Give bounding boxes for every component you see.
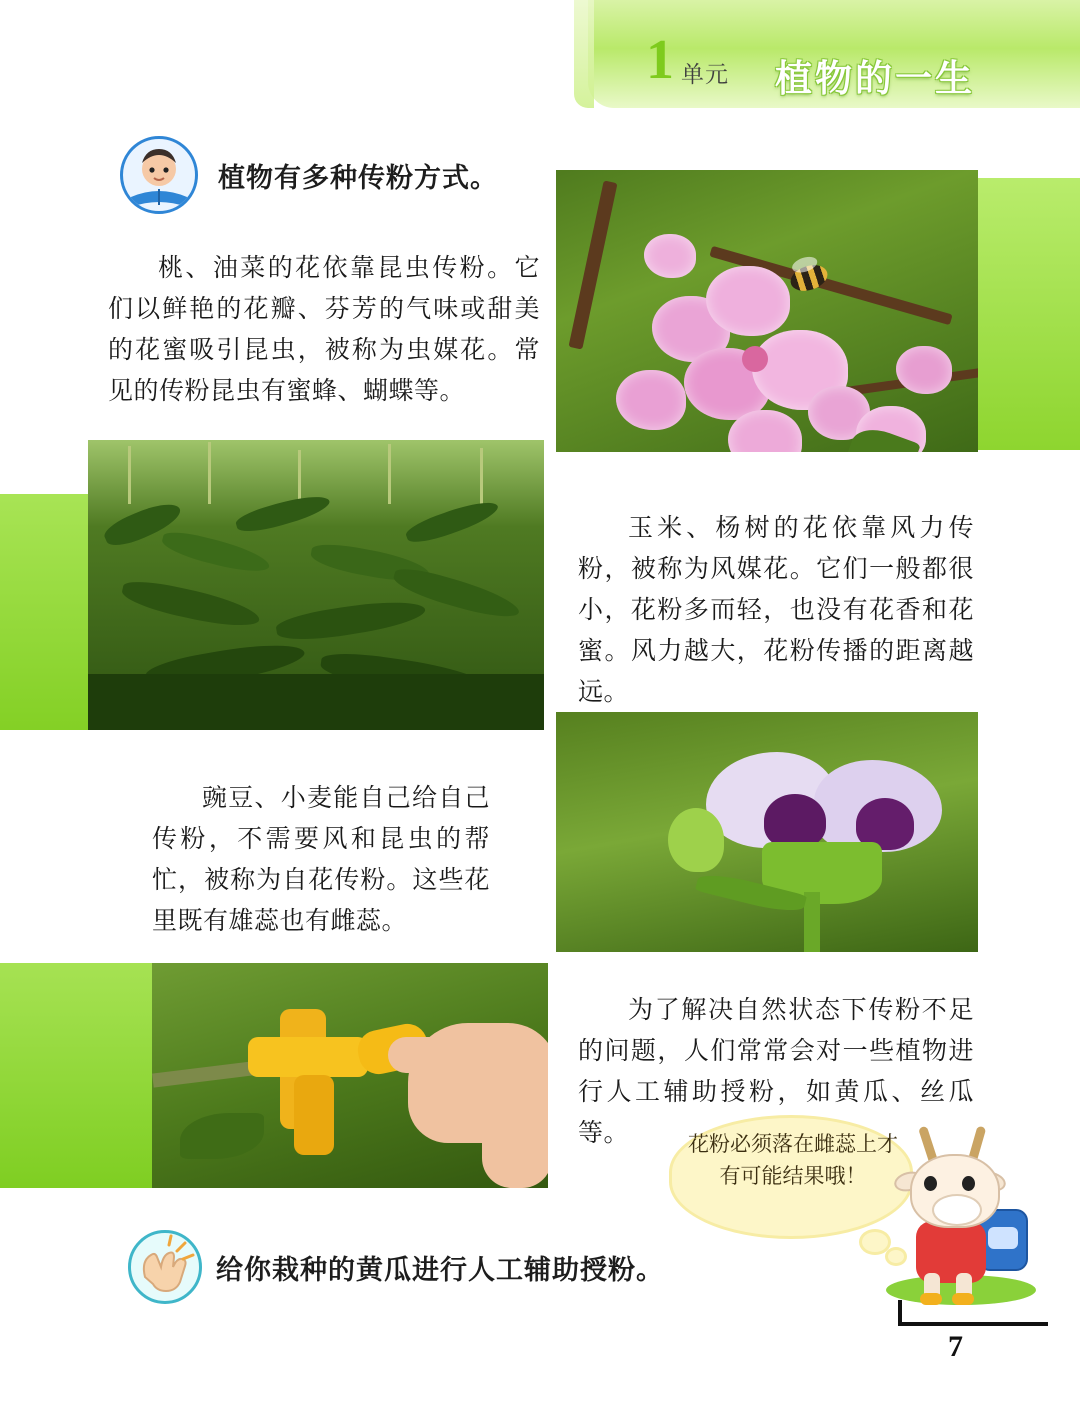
hand-pollinating-flower-photo	[152, 963, 548, 1188]
paragraph-self-pollination: 豌豆、小麦能自己给自己传粉，不需要风和昆虫的帮忙，被称为自花传粉。这些花里既有雄蕊也有雌蕊。	[152, 784, 490, 935]
unit-number: 1	[646, 29, 674, 91]
mascot-muzzle	[932, 1194, 982, 1226]
corn-field-photo	[88, 440, 544, 730]
mascot-shoe-right	[952, 1293, 974, 1305]
mascot-eye-left	[924, 1176, 937, 1191]
page-title: 植物的一生	[775, 58, 975, 99]
paragraph-artificial-pollination: 为了解决自然状态下传粉不足的问题，人们常常会对一些植物进行人工辅助授粉，如黄瓜、丝瓜等。	[578, 996, 974, 1147]
decor-block-right	[970, 178, 1080, 450]
paragraph-wind-pollination: 玉米、杨树的花依靠风力传粉，被称为风媒花。它们一般都很小，花粉多而轻，也没有花香和花蜜。风力越大，花粉传播的距离越远。	[578, 514, 974, 706]
activity-statement: 给你栽种的黄瓜进行人工辅助授粉。	[216, 1255, 664, 1285]
mascot-shoe-left	[920, 1293, 942, 1305]
goat-mascot	[880, 1120, 1045, 1305]
page-rule	[898, 1322, 1048, 1326]
mascot-eye-right	[962, 1176, 975, 1191]
pea-flower-photo	[556, 712, 978, 952]
boy-reading-icon	[120, 136, 198, 214]
decor-block-left-upper	[0, 494, 92, 730]
peach-blossom-with-bee-photo	[556, 170, 978, 452]
clapping-hands-icon	[128, 1230, 202, 1304]
decor-block-left-lower	[0, 963, 172, 1188]
page-number: 7	[948, 1330, 963, 1363]
speech-bubble-text: 花粉必须落在雌蕊上才有可能结果哦！	[688, 1132, 898, 1188]
lead-statement: 植物有多种传粉方式。	[218, 163, 498, 193]
paragraph-insect-pollination: 桃、油菜的花依靠昆虫传粉。它们以鲜艳的花瓣、芬芳的气味或甜美的花蜜吸引昆虫，被称为虫媒花。常见的传粉昆虫有蜜蜂、蝴蝶等。	[108, 254, 540, 405]
unit-word: 单元	[681, 61, 729, 87]
